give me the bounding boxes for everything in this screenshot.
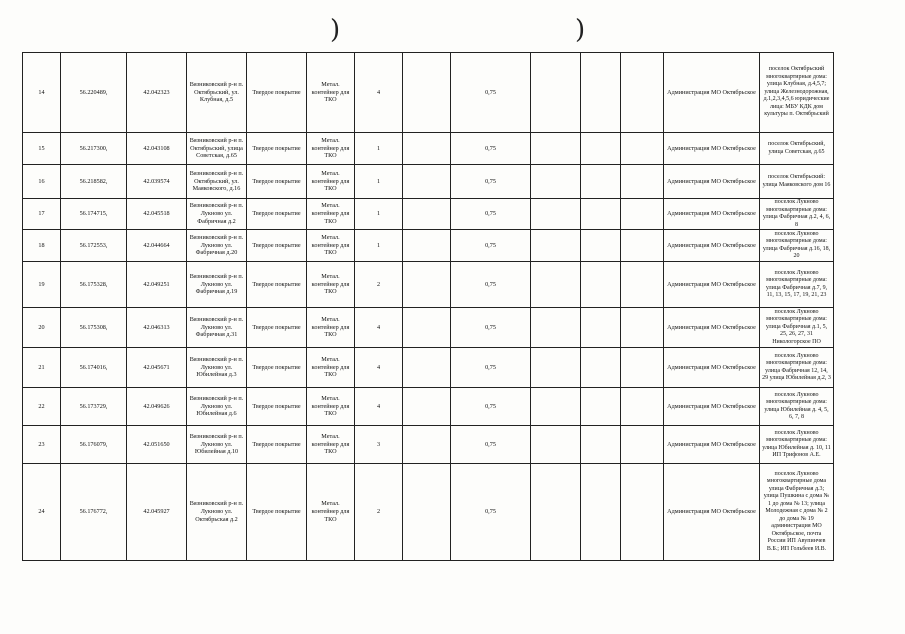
address-cell: Вязниковский р-н п. Лукново ул. Юбилейная д.10 xyxy=(187,426,247,464)
address-cell: Вязниковский р-н п. Лукново ул. Фабричная д.20 xyxy=(187,230,247,262)
container-type-cell: Метал. контейнер для ТКО xyxy=(307,165,355,199)
owner-cell: Администрация МО Октябрьское xyxy=(664,53,760,133)
empty-cell xyxy=(581,133,621,165)
longitude-cell: 42.039574 xyxy=(127,165,187,199)
empty-cell xyxy=(403,133,451,165)
empty-cell xyxy=(581,348,621,388)
table-row xyxy=(23,199,834,230)
address-cell: Вязниковский р-н п. Октябрьский, ул. Клубная, д.5 xyxy=(187,53,247,133)
latitude-cell: 56.218582, xyxy=(61,165,127,199)
container-volume-cell: 0,75 xyxy=(451,308,531,348)
empty-cell xyxy=(621,464,664,561)
container-volume-cell: 0,75 xyxy=(451,53,531,133)
table-row xyxy=(23,133,834,165)
waste-sources-cell: поселок Лукново многоквартирные дома: улица Фабричная д.16, 18, 20 xyxy=(760,230,834,262)
container-type-cell: Метал. контейнер для ТКО xyxy=(307,199,355,230)
binder-hole-mark: ) xyxy=(330,15,341,45)
empty-cell xyxy=(581,53,621,133)
container-volume-cell: 0,75 xyxy=(451,230,531,262)
empty-cell xyxy=(621,262,664,308)
longitude-cell: 42.046313 xyxy=(127,308,187,348)
waste-sources-cell: поселок Лукново многоквартирные дома: улица Фабричная д.1, 5, 25, 26, 27, 31 Никологорское ПО xyxy=(760,308,834,348)
container-count-cell: 2 xyxy=(355,262,403,308)
empty-cell xyxy=(403,230,451,262)
latitude-cell: 56.176079, xyxy=(61,426,127,464)
container-type-cell: Метал. контейнер для ТКО xyxy=(307,464,355,561)
container-volume-cell: 0,75 xyxy=(451,388,531,426)
latitude-cell: 56.217300, xyxy=(61,133,127,165)
row-number-cell: 18 xyxy=(23,230,61,262)
row-number-cell: 20 xyxy=(23,308,61,348)
empty-cell xyxy=(403,199,451,230)
container-count-cell: 4 xyxy=(355,53,403,133)
owner-cell: Администрация МО Октябрьское xyxy=(664,165,760,199)
longitude-cell: 42.051650 xyxy=(127,426,187,464)
row-number-cell: 19 xyxy=(23,262,61,308)
waste-sources-cell: поселок Лукново многоквартирные дома: улица Юбилейная д. 10, 11 ИП Трифонов А.Е. xyxy=(760,426,834,464)
empty-cell xyxy=(531,165,581,199)
empty-cell xyxy=(403,464,451,561)
row-number-cell: 23 xyxy=(23,426,61,464)
coverage-cell: Твердое покрытие xyxy=(247,262,307,308)
owner-cell: Администрация МО Октябрьское xyxy=(664,348,760,388)
longitude-cell: 42.049251 xyxy=(127,262,187,308)
coverage-cell: Твердое покрытие xyxy=(247,165,307,199)
empty-cell xyxy=(403,53,451,133)
address-cell: Вязниковский р-н п. Лукново ул. Фабричная д.19 xyxy=(187,262,247,308)
empty-cell xyxy=(621,199,664,230)
owner-cell: Администрация МО Октябрьское xyxy=(664,199,760,230)
waste-site-register-table xyxy=(22,52,834,561)
latitude-cell: 56.176772, xyxy=(61,464,127,561)
container-volume-cell: 0,75 xyxy=(451,133,531,165)
empty-cell xyxy=(621,133,664,165)
waste-sources-cell: поселок Октябрьский многоквартирные дома: улица Клубная, д.4,5,7; улица Железнодорожная, д.1,2,3,4,5,6 юридические лица: МБУ КДК дом культуры п. Октябрьский xyxy=(760,53,834,133)
container-count-cell: 4 xyxy=(355,348,403,388)
owner-cell: Администрация МО Октябрьское xyxy=(664,426,760,464)
empty-cell xyxy=(621,165,664,199)
container-volume-cell: 0,75 xyxy=(451,199,531,230)
empty-cell xyxy=(531,230,581,262)
waste-sources-cell: поселок Лукново многоквартирные дома: улица Фабричная 12, 14, 29 улица Юбилейная д.2, 3 xyxy=(760,348,834,388)
empty-cell xyxy=(621,426,664,464)
row-number-cell: 14 xyxy=(23,53,61,133)
table-row xyxy=(23,308,834,348)
address-cell: Вязниковский р-н п. Лукново ул. Фабричная д.31 xyxy=(187,308,247,348)
empty-cell xyxy=(531,464,581,561)
empty-cell xyxy=(581,230,621,262)
table-row xyxy=(23,230,834,262)
container-type-cell: Метал. контейнер для ТКО xyxy=(307,388,355,426)
longitude-cell: 42.044664 xyxy=(127,230,187,262)
table-row xyxy=(23,464,834,561)
container-type-cell: Метал. контейнер для ТКО xyxy=(307,308,355,348)
container-type-cell: Метал. контейнер для ТКО xyxy=(307,230,355,262)
empty-cell xyxy=(621,53,664,133)
empty-cell xyxy=(581,165,621,199)
waste-sources-cell: поселок Октябрьский: улица Маяковского дом 16 xyxy=(760,165,834,199)
owner-cell: Администрация МО Октябрьское xyxy=(664,388,760,426)
waste-sources-cell: поселок Лукново многоквартирные дома: улица Фабричная д.7, 9, 11, 13, 15, 17, 19, 21, 23 xyxy=(760,262,834,308)
empty-cell xyxy=(621,388,664,426)
empty-cell xyxy=(403,165,451,199)
empty-cell xyxy=(531,262,581,308)
row-number-cell: 17 xyxy=(23,199,61,230)
row-number-cell: 24 xyxy=(23,464,61,561)
latitude-cell: 56.173729, xyxy=(61,388,127,426)
latitude-cell: 56.175328, xyxy=(61,262,127,308)
address-cell: Вязниковский р-н п. Лукново ул. Юбилейная д.3 xyxy=(187,348,247,388)
container-count-cell: 2 xyxy=(355,464,403,561)
container-count-cell: 4 xyxy=(355,308,403,348)
row-number-cell: 22 xyxy=(23,388,61,426)
coverage-cell: Твердое покрытие xyxy=(247,133,307,165)
address-cell: Вязниковский р-н п. Октябрьский, улица Советская, д.65 xyxy=(187,133,247,165)
table-row xyxy=(23,348,834,388)
address-cell: Вязниковский р-н п. Октябрьский, ул. Маяковского, д.16 xyxy=(187,165,247,199)
container-count-cell: 1 xyxy=(355,199,403,230)
empty-cell xyxy=(403,348,451,388)
waste-sources-cell: поселок Лукново многоквартирные дома: улица Фабричная д.2, 4, 6, 8 xyxy=(760,199,834,230)
coverage-cell: Твердое покрытие xyxy=(247,308,307,348)
empty-cell xyxy=(621,348,664,388)
container-type-cell: Метал. контейнер для ТКО xyxy=(307,262,355,308)
empty-cell xyxy=(581,262,621,308)
latitude-cell: 56.175308, xyxy=(61,308,127,348)
empty-cell xyxy=(403,426,451,464)
container-type-cell: Метал. контейнер для ТКО xyxy=(307,133,355,165)
empty-cell xyxy=(531,199,581,230)
row-number-cell: 15 xyxy=(23,133,61,165)
address-cell: Вязниковский р-н п. Лукново ул. Фабричная д.2 xyxy=(187,199,247,230)
owner-cell: Администрация МО Октябрьское xyxy=(664,133,760,165)
empty-cell xyxy=(403,308,451,348)
owner-cell: Администрация МО Октябрьское xyxy=(664,464,760,561)
empty-cell xyxy=(531,308,581,348)
coverage-cell: Твердое покрытие xyxy=(247,230,307,262)
empty-cell xyxy=(581,308,621,348)
container-volume-cell: 0,75 xyxy=(451,426,531,464)
container-type-cell: Метал. контейнер для ТКО xyxy=(307,426,355,464)
coverage-cell: Твердое покрытие xyxy=(247,388,307,426)
container-count-cell: 1 xyxy=(355,165,403,199)
coverage-cell: Твердое покрытие xyxy=(247,464,307,561)
latitude-cell: 56.174715, xyxy=(61,199,127,230)
container-count-cell: 3 xyxy=(355,426,403,464)
container-volume-cell: 0,75 xyxy=(451,348,531,388)
empty-cell xyxy=(531,426,581,464)
container-volume-cell: 0,75 xyxy=(451,262,531,308)
empty-cell xyxy=(621,230,664,262)
longitude-cell: 42.043108 xyxy=(127,133,187,165)
waste-sources-cell: поселок Лукново многоквартирные дома: улица Юбилейная д. 4, 5, 6, 7, 8 xyxy=(760,388,834,426)
table-row xyxy=(23,262,834,308)
empty-cell xyxy=(531,133,581,165)
empty-cell xyxy=(581,464,621,561)
row-number-cell: 16 xyxy=(23,165,61,199)
address-cell: Вязниковский р-н п. Лукново ул. Юбилейная д.6 xyxy=(187,388,247,426)
row-number-cell: 21 xyxy=(23,348,61,388)
container-type-cell: Метал. контейнер для ТКО xyxy=(307,348,355,388)
waste-sources-cell: поселок Лукново многоквартирные дома улица Фабричная д.3; улица Пушкина с дома № 1 до дома № 13; улица Молодежная с дома № 2 до дома № 19 администрация МО Октябрьское, почта России ИП Авупинчев В.Б.; ИП Гольбеев И.В. xyxy=(760,464,834,561)
table-row xyxy=(23,165,834,199)
empty-cell xyxy=(581,199,621,230)
empty-cell xyxy=(581,388,621,426)
container-count-cell: 4 xyxy=(355,388,403,426)
address-cell: Вязниковский р-н п. Лукново ул. Октябрьская д.2 xyxy=(187,464,247,561)
owner-cell: Администрация МО Октябрьское xyxy=(664,262,760,308)
empty-cell xyxy=(531,53,581,133)
waste-sources-cell: поселок Октябрьский, улица Советская, д.65 xyxy=(760,133,834,165)
table-row xyxy=(23,53,834,133)
coverage-cell: Твердое покрытие xyxy=(247,199,307,230)
longitude-cell: 42.045518 xyxy=(127,199,187,230)
empty-cell xyxy=(403,262,451,308)
empty-cell xyxy=(581,426,621,464)
longitude-cell: 42.049626 xyxy=(127,388,187,426)
container-volume-cell: 0,75 xyxy=(451,464,531,561)
empty-cell xyxy=(621,308,664,348)
latitude-cell: 56.174016, xyxy=(61,348,127,388)
table-row xyxy=(23,388,834,426)
container-type-cell: Метал. контейнер для ТКО xyxy=(307,53,355,133)
longitude-cell: 42.042323 xyxy=(127,53,187,133)
container-count-cell: 1 xyxy=(355,230,403,262)
container-count-cell: 1 xyxy=(355,133,403,165)
empty-cell xyxy=(531,348,581,388)
empty-cell xyxy=(531,388,581,426)
binder-hole-mark: ) xyxy=(575,15,586,45)
coverage-cell: Твердое покрытие xyxy=(247,53,307,133)
coverage-cell: Твердое покрытие xyxy=(247,426,307,464)
table-row xyxy=(23,426,834,464)
latitude-cell: 56.220489, xyxy=(61,53,127,133)
owner-cell: Администрация МО Октябрьское xyxy=(664,308,760,348)
coverage-cell: Твердое покрытие xyxy=(247,348,307,388)
longitude-cell: 42.045927 xyxy=(127,464,187,561)
longitude-cell: 42.045671 xyxy=(127,348,187,388)
container-volume-cell: 0,75 xyxy=(451,165,531,199)
owner-cell: Администрация МО Октябрьское xyxy=(664,230,760,262)
latitude-cell: 56.172553, xyxy=(61,230,127,262)
empty-cell xyxy=(403,388,451,426)
